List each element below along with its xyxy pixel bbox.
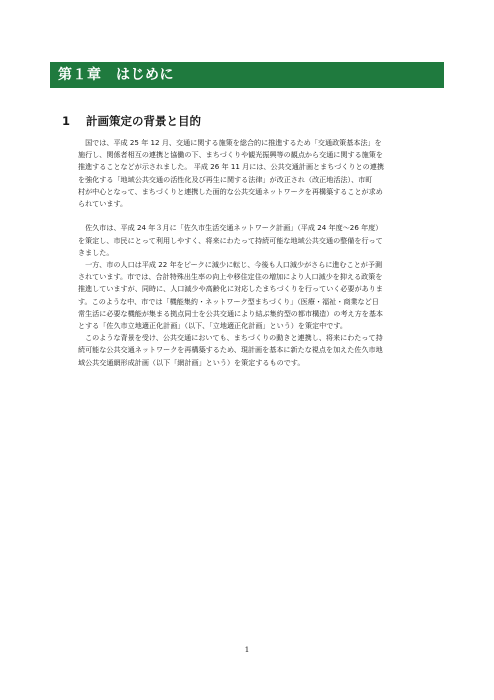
section-number: 1: [62, 114, 71, 128]
text-line: されています。市では、合計特殊出生率の向上や移住定住の増加により人口減少を抑える政策を: [78, 272, 383, 282]
paragraph: [78, 137, 450, 210]
text-line: を策定し、市民にとって利用しやすく、将来にわたって持続可能な地域公共交通の整備を行って: [78, 235, 383, 245]
paragraph: [78, 332, 450, 369]
text-line: 続可能な公共交通ネットワークを再構築するため、現計画を基本に新たな視点を加えた佐久市地: [78, 345, 383, 355]
paragraph: [78, 259, 450, 332]
text-line: 村が中心となって、まちづくりと連携した面的な公共交通ネットワークを再構築することが求め: [78, 186, 383, 196]
body-text: [78, 137, 450, 369]
section-heading: [62, 113, 201, 129]
text-line: す。このような中、市では「機能集約・ネットワーク型まちづくり」（医療・福祉・商業など日: [78, 296, 379, 306]
text-line: 推進することなどが示されました。 平成 26 年 11 月には、公共交通計画とまちづくりとの連携: [78, 162, 384, 172]
page-number: 1: [244, 645, 250, 654]
text-line: 佐久市は、平成 24 年３月に「佐久市生活交通ネットワーク計画」（平成 24 年度〜26 年度）: [78, 223, 383, 233]
chapter-title: 第１章 はじめに: [50, 62, 444, 88]
text-line: きました。: [78, 247, 114, 257]
text-line: とする「佐久市立地適正化計画」（以下、「立地適正化計画」という）を策定中です。: [78, 321, 347, 331]
text-line: 施行し、関係者相互の連携と協働の下、まちづくりや観光振興等の観点から交通に関する施策を: [78, 150, 383, 160]
text-line: このような背景を受け、公共交通においても、まちづくりの動きと連携し、将来にわたって持: [78, 333, 383, 343]
text-line: を強化する「地域公共交通の活性化及び再生に関する法律」が改正され（改正地活法）、市町: [78, 174, 373, 184]
paragraph: [78, 222, 450, 259]
text-line: 域公共交通網形成計画（以下「網計画」という）を策定するものです。: [78, 357, 305, 367]
text-line: 国では、平成 25 年 12 月、交通に関する施策を総合的に推進するため「交通政策基本法」を: [78, 138, 382, 147]
text-line: 常生活に必要な機能が集まる拠点同士を公共交通により結ぶ集約型の都市構造）の考え方を基本: [78, 308, 384, 318]
section-title: 計画策定の背景と目的: [86, 114, 201, 128]
text-line: られています。: [78, 199, 128, 209]
text-line: 一方、市の人口は平成 22 年をピークに減少に転じ、今後も人口減少がさらに進むことが予測: [78, 260, 383, 270]
text-line: 推進していますが、同時に、人口減少や高齢化に対応したまちづくりを行っていく必要がありま: [78, 284, 383, 294]
